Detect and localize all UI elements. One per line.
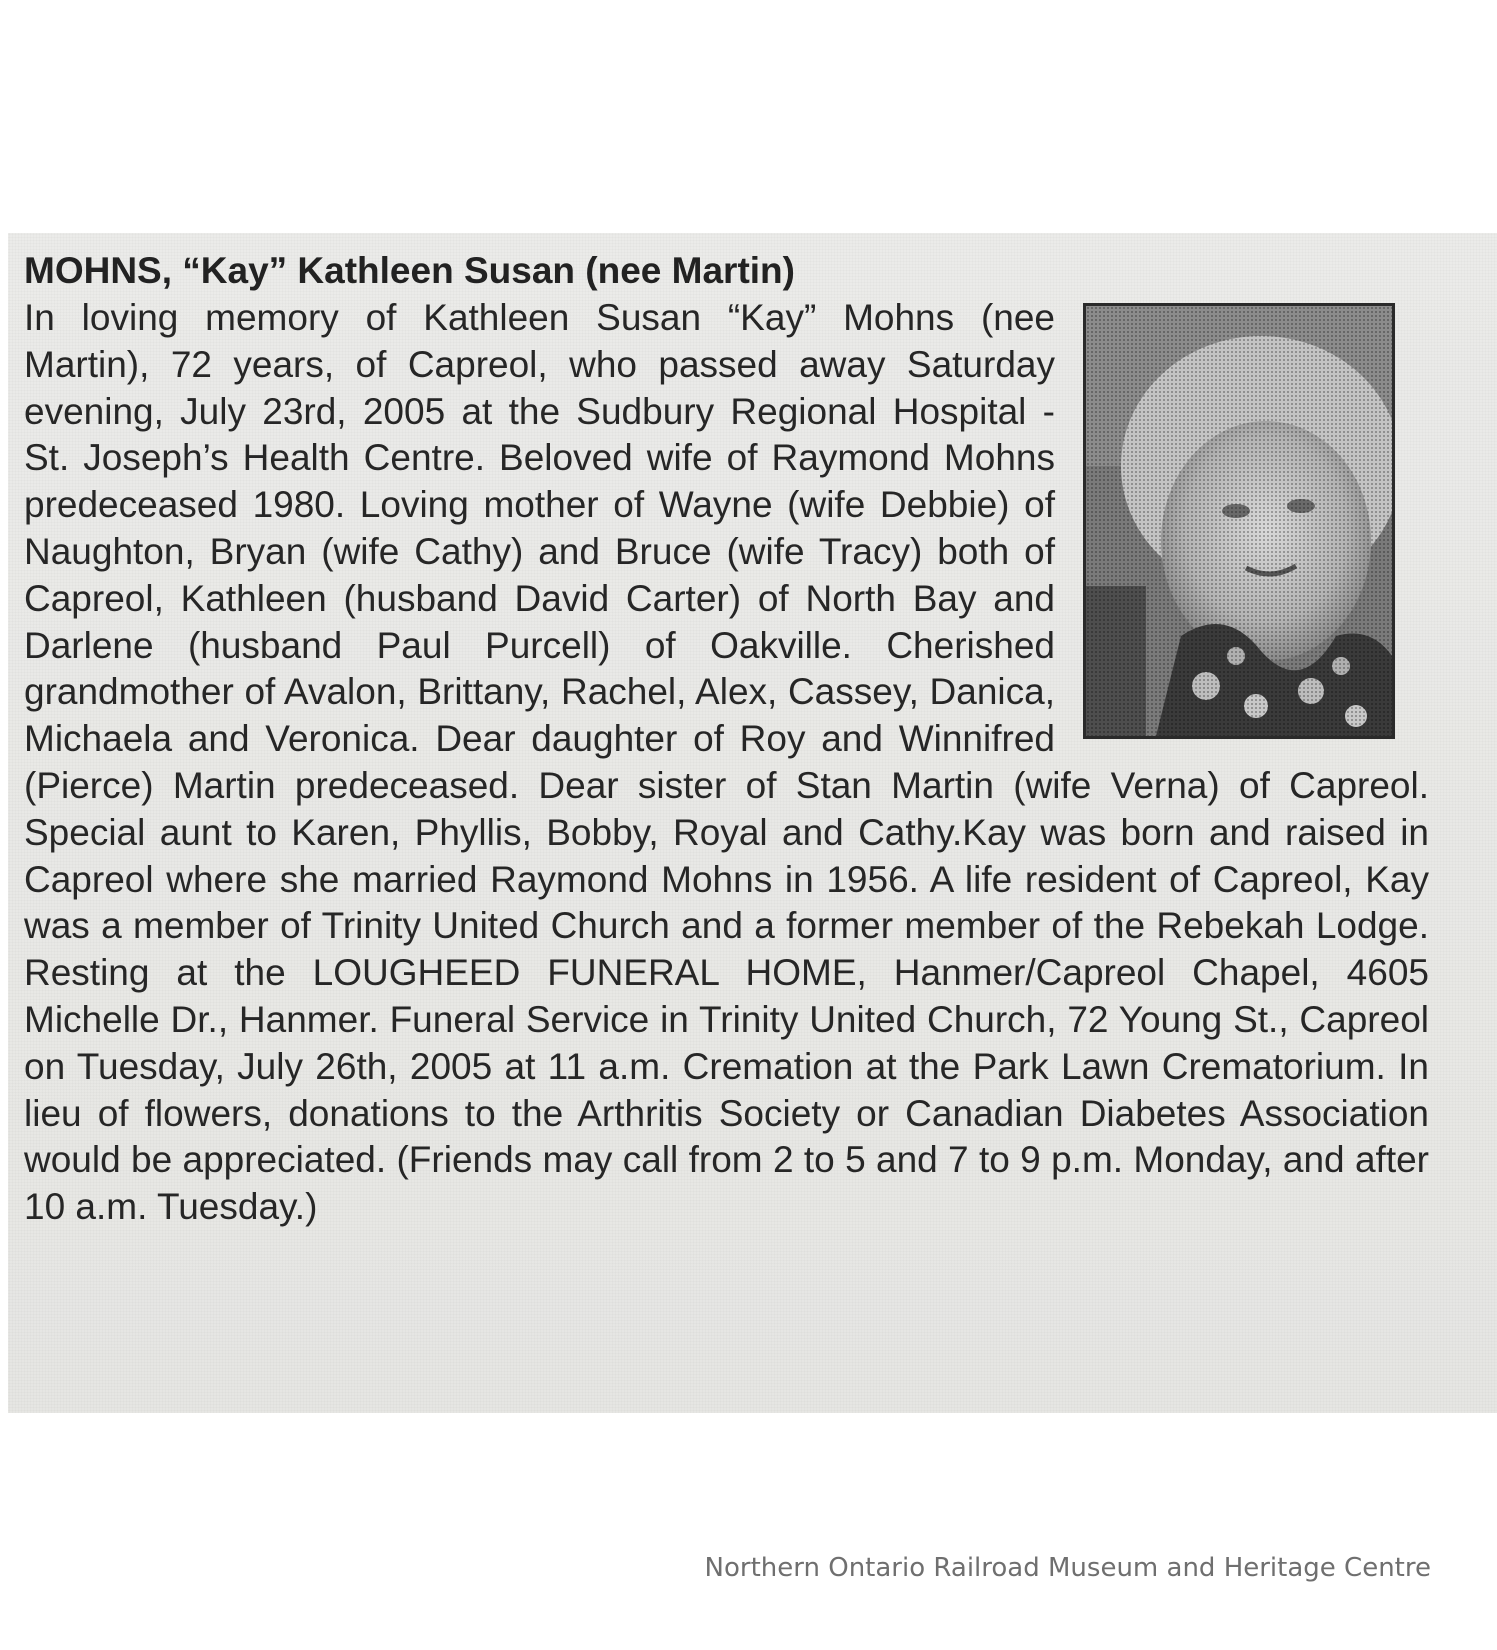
obituary-body: [24, 295, 1429, 1231]
photo-spacer: [1077, 303, 1429, 743]
obituary-text: In loving memory of Kathleen Susan “Kay” Mohns (nee Martin), 72 years, of Capreol, who passed away Saturday evening, July 23rd, 2005 at the Sudbury Regional Hospital - St. Joseph’s Health Centre. Beloved wife of Raymond Mohns predeceased 1980. Loving mother of Wayne (wife Debbie) of Naughton, Bryan (wife Cathy) and Bruce (wife Tracy) both of Capreol, Kathleen (husband David Carter) of North Bay and Darlene (husband Paul Purcell) of Oakville. Cherished grandmother of Avalon, Brittany, Rachel, Alex, Cassey, Danica, Michaela and Veronica. Dear daughter of Roy and Winnifred (Pierce) Martin predeceased. Dear sister of Stan Martin (wife Verna) of Capreol. Special aunt to Karen, Phyllis, Bobby, Royal and Cathy.Kay was born and raised in Capreol where she married Raymond Mohns in 1956. A life resident of Capreol, Kay was a member of Trinity United Church and a former member of the Rebekah Lodge. Resting at the LOUGHEED FUNERAL HOME, Hanmer/Capreol Chapel, 4605 Michelle Dr., Hanmer. Funeral Service in Trinity United Church, 72 Young St., Capreol on Tuesday, July 26th, 2005 at 11 a.m. Cremation at the Park Lawn Crematorium. In lieu of flowers, donations to the Arthritis Society or Canadian Diabetes Association would be appreciated. (Friends may call from 2 to 5 and 7 to 9 p.m. Monday, and after 10 a.m. Tuesday.): [24, 297, 1429, 1228]
newspaper-clipping: [8, 233, 1497, 1413]
obituary-heading: MOHNS, “Kay” Kathleen Susan (nee Martin): [24, 250, 795, 291]
source-credit: Northern Ontario Railroad Museum and Heritage Centre: [704, 1553, 1431, 1583]
